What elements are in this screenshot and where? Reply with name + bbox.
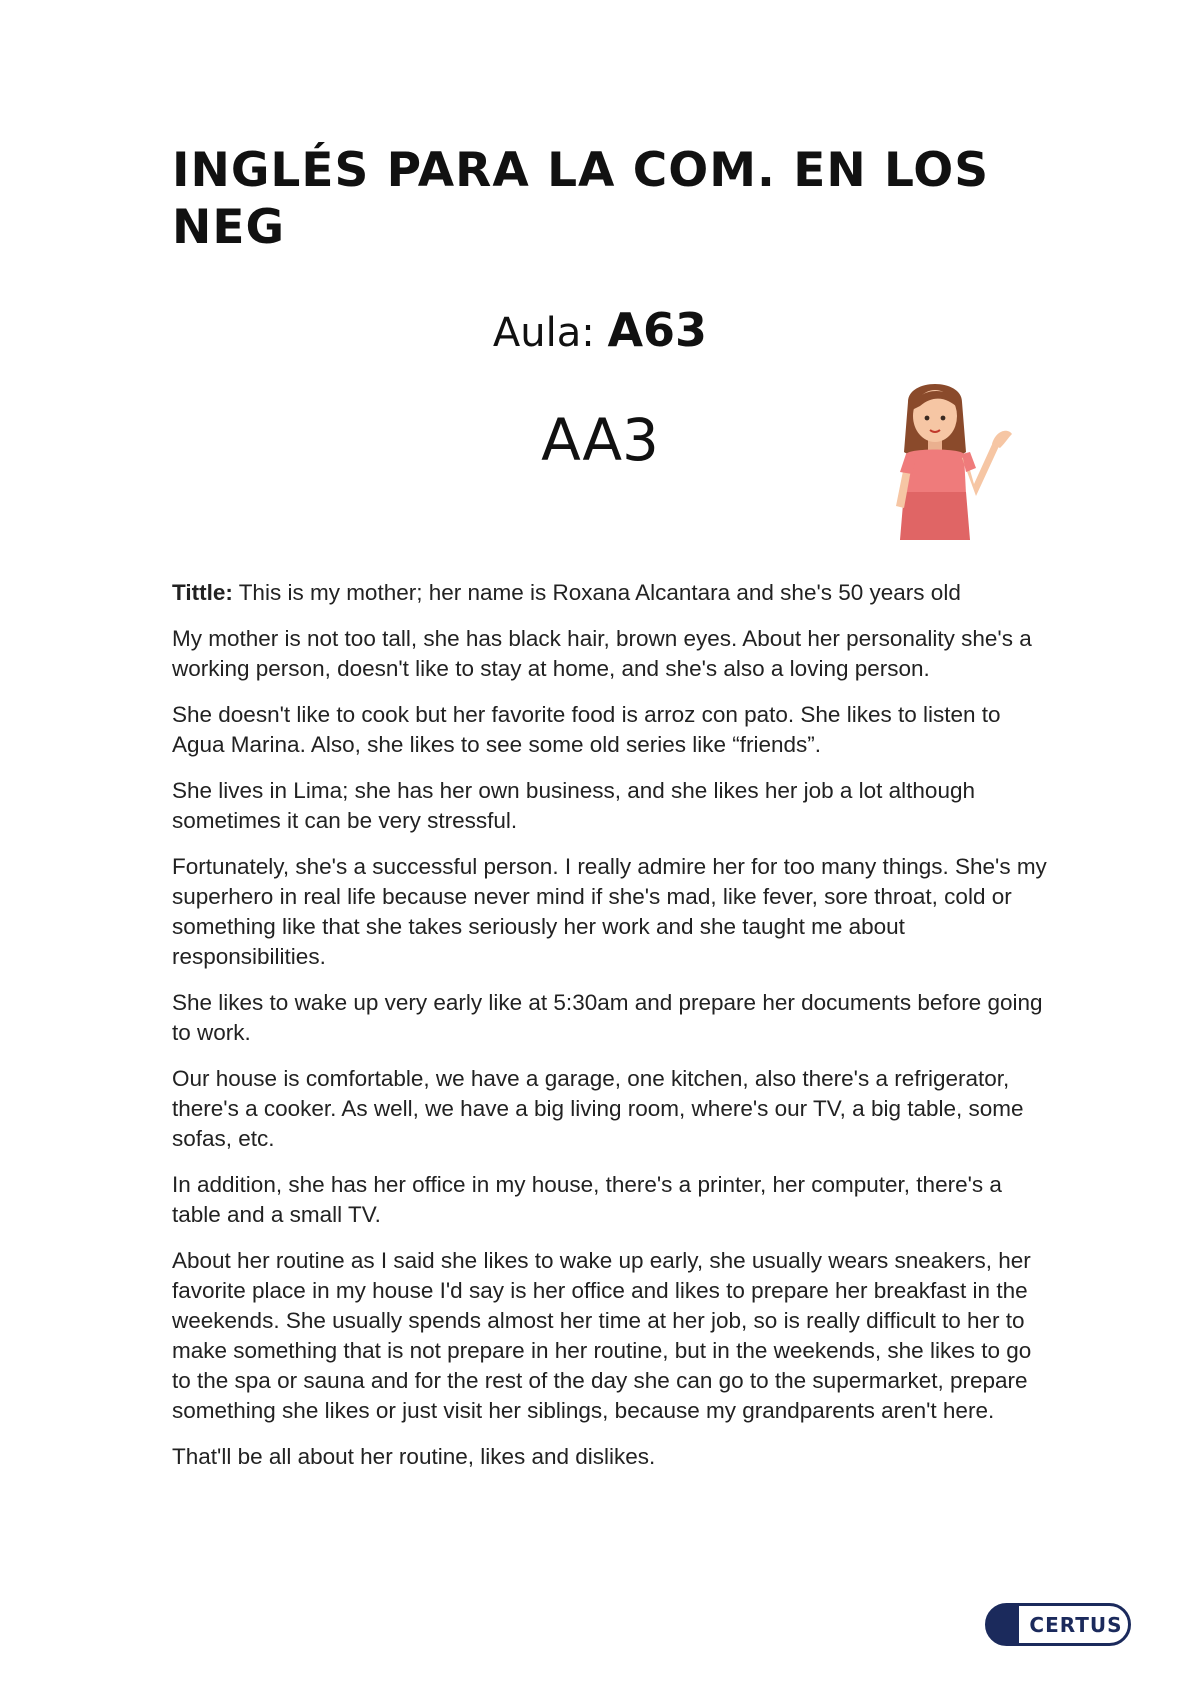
essay-body xyxy=(172,578,1052,1488)
paragraph-admiration: Fortunately, she's a successful person. I really admire her for too many things. She's my superhero in real life because never mind if she's mad, like fever, sore throat, cold or something like that she takes seriously her work and she taught me about responsibilities. xyxy=(172,854,1047,969)
logo-text: CERTUS xyxy=(1029,1613,1123,1637)
aula-line xyxy=(0,302,1200,361)
aula-code: A63 xyxy=(607,303,708,357)
activity-code: AA3 xyxy=(541,406,659,474)
paragraph-likes: She doesn't like to cook but her favorite food is arroz con pato. She likes to listen to Agua Marina. Also, she likes to see some old series like “friends”. xyxy=(172,702,1001,757)
tittle-label: Tittle: xyxy=(172,580,233,605)
paragraph-closing: That'll be all about her routine, likes and dislikes. xyxy=(172,1444,656,1469)
paragraph-house: Our house is comfortable, we have a garage, one kitchen, also there's a refrigerator, there's a cooker. As well, we have a big living room, where's our TV, a big table, some sofas, etc. xyxy=(172,1066,1024,1151)
woman-presenting-icon xyxy=(870,372,1020,542)
tittle-line xyxy=(172,578,1052,608)
paragraph-routine: About her routine as I said she likes to wake up early, she usually wears sneakers, her favorite place in my house I'd say is her office and likes to prepare her breakfast in the weekends. She usually spends almost her time at her job, so is really difficult to her to make something that is not prepare in her routine, but in the weekends, she likes to go to the spa or sauna and for the rest of the day she can go to the supermarket, prepare something she likes or just visit her siblings, because my grandparents aren't here. xyxy=(172,1248,1032,1423)
paragraph-appearance: My mother is not too tall, she has black hair, brown eyes. About her personality she's a working person, doesn't like to stay at home, and she's also a loving person. xyxy=(172,626,1032,681)
paragraph-office: In addition, she has her office in my house, there's a printer, her computer, there's a table and a small TV. xyxy=(172,1172,1002,1227)
tittle-text: This is my mother; her name is Roxana Alcantara and she's 50 years old xyxy=(232,580,961,605)
course-title: INGLÉS PARA LA COM. EN LOS NEG xyxy=(172,143,990,255)
paragraph-wake-up: She likes to wake up very early like at 5:30am and prepare her documents before going to work. xyxy=(172,990,1043,1045)
aula-label: Aula: xyxy=(492,310,595,356)
paragraph-job: She lives in Lima; she has her own business, and she likes her job a lot although sometimes it can be very stressful. xyxy=(172,778,975,833)
certus-logo xyxy=(985,1603,1131,1646)
